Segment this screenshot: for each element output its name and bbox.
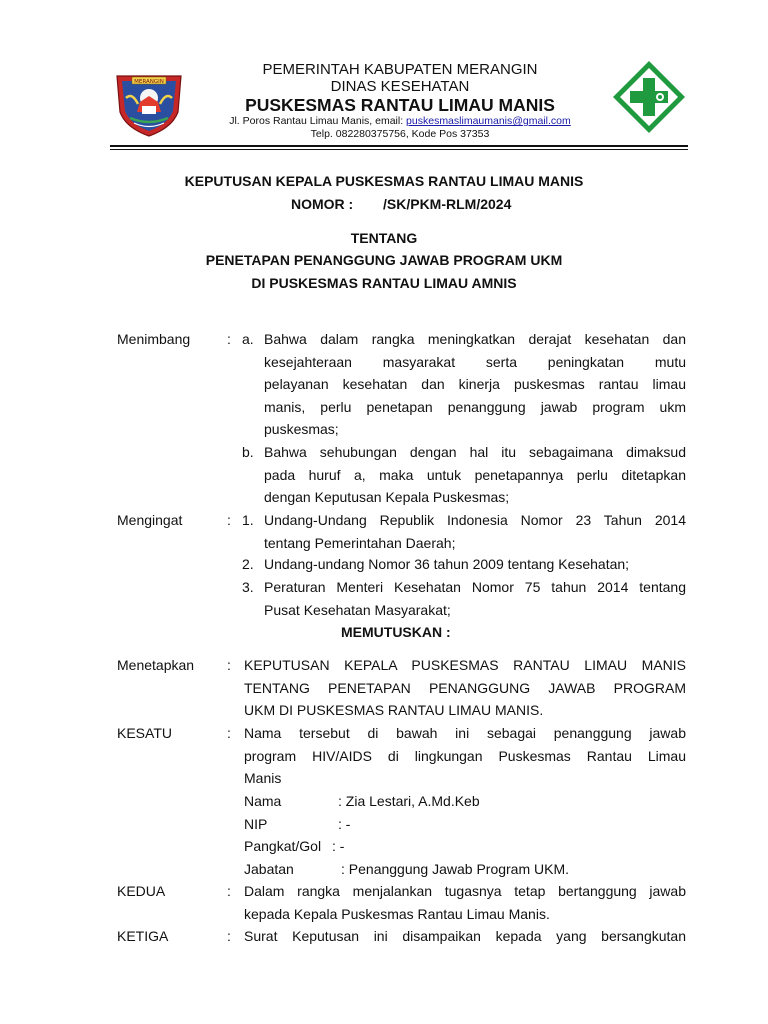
field-value-nip: : - (338, 816, 351, 832)
field-label-nip: NIP (244, 816, 268, 832)
mengingat-colon: : (227, 512, 231, 528)
header-department: DINAS KESEHATAN (330, 78, 470, 95)
kedua-text (244, 880, 686, 925)
section-label-kedua: KEDUA (117, 883, 166, 899)
mengingat-1-line: Undang-Undang Republik Indonesia Nomor 23 Tahun 2014 (264, 512, 686, 528)
kesatu-colon: : (227, 725, 231, 741)
item-marker-2: 2. (242, 556, 254, 572)
item-marker-b: b. (242, 444, 254, 460)
section-label-menetapkan: Menetapkan (117, 657, 195, 673)
menetapkan-line: TENTANG PENETAPAN PENANGGUNG JAWAB PROGRAM (244, 679, 686, 696)
letterhead (190, 62, 610, 140)
ketiga-text (244, 925, 686, 948)
field-label-nama: Nama (244, 793, 282, 809)
menetapkan-text (244, 654, 686, 722)
item-marker-a: a. (242, 331, 254, 347)
section-label-ketiga: KETIGA (117, 928, 169, 944)
mengingat-3-line: Peraturan Menteri Kesehatan Nomor 75 tahun 2014 tentang (264, 579, 686, 595)
field-label-jabatan: Jabatan (244, 861, 294, 877)
menimbang-colon: : (227, 331, 231, 347)
field-value-jabatan: : Penanggung Jawab Program UKM. (341, 861, 570, 877)
tentang-heading: TENTANG (350, 230, 418, 246)
memutuskan-heading: MEMUTUSKAN : (341, 624, 451, 640)
crest-text: MERANGIN (134, 79, 164, 85)
email-link[interactable]: puskesmaslimaumanis@gmail.com (406, 115, 571, 127)
menimbang-b-line: pada huruf a, maka untuk penetapannya perlu ditetapkan (264, 466, 686, 483)
header-divider-thin (110, 149, 688, 150)
header-address (190, 115, 610, 128)
kedua-line: Dalam rangka menjalankan tugasnya tetap bertanggung jawab (244, 883, 686, 899)
menetapkan-colon: : (227, 657, 231, 673)
mengingat-3-line: Pusat Kesehatan Masyarakat; (264, 601, 451, 618)
menimbang-a-line: manis, perlu penetapan penanggung jawab program ukm (264, 398, 686, 415)
section-label-mengingat: Mengingat (117, 512, 183, 528)
mengingat-2-line: Undang-undang Nomor 36 tahun 2009 tentang Kesehatan; (264, 556, 630, 572)
subject-line-2: DI PUSKESMAS RANTAU LIMAU AMNIS (251, 275, 517, 291)
field-label-pangkat: Pangkat/Gol (244, 838, 322, 854)
header-institution: PUSKESMAS RANTAU LIMAU MANIS (245, 95, 555, 115)
menimbang-b-line: Bahwa sehubungan dengan hal itu sebagaimana dimaksud (264, 444, 686, 460)
menimbang-a (264, 328, 686, 441)
address-text: Jl. Poros Rantau Limau Manis, email: (229, 115, 407, 127)
menimbang-a-line: puskesmas; (264, 421, 339, 437)
menimbang-a-line: Bahwa dalam rangka meningkatkan derajat kesehatan dan (264, 331, 686, 347)
nomor-label: NOMOR : (291, 196, 354, 212)
menetapkan-line: KEPUTUSAN KEPALA PUSKESMAS RANTAU LIMAU MANIS (244, 657, 686, 673)
kedua-colon: : (227, 883, 231, 899)
kedua-line: kepada Kepala Puskesmas Rantau Limau Manis. (244, 905, 550, 922)
header-government: PEMERINTAH KABUPATEN MERANGIN (262, 61, 538, 78)
item-marker-3: 3. (242, 579, 254, 595)
nomor-value: /SK/PKM-RLM/2024 (383, 196, 512, 212)
kesatu-text (244, 722, 686, 790)
kesatu-line: Manis (244, 770, 282, 786)
section-label-kesatu: KESATU (117, 725, 172, 741)
mengingat-1-line: tentang Pemerintahan Daerah; (264, 534, 456, 551)
menimbang-a-line: kesejahteraan masyarakat serta peningkatan mutu (264, 353, 686, 370)
ketiga-line: Surat Keputusan ini disampaikan kepada yang bersangkutan (244, 928, 686, 944)
mengingat-2 (264, 553, 686, 576)
decree-title: KEPUTUSAN KEPALA PUSKESMAS RANTAU LIMAU MANIS (184, 173, 584, 189)
header-divider-thick (110, 145, 688, 147)
ketiga-colon: : (227, 928, 231, 944)
item-marker-1: 1. (242, 512, 254, 528)
kesatu-line: Nama tersebut di bawah ini sebagai penanggung jawab (244, 725, 686, 741)
menimbang-b-line: dengan Keputusan Kepala Puskesmas; (264, 489, 510, 505)
puskesmas-logo (610, 58, 688, 136)
menimbang-a-line: pelayanan kesehatan dan kinerja puskesmas rantau limau (264, 376, 686, 392)
kesatu-line: program HIV/AIDS di lingkungan Puskesmas Rantau Limau (244, 747, 686, 764)
mengingat-3 (264, 576, 686, 621)
mengingat-1 (264, 509, 686, 554)
menimbang-b (264, 441, 686, 509)
field-value-nama: : Zia Lestari, A.Md.Keb (338, 793, 480, 809)
field-value-pangkat: : - (332, 838, 345, 854)
subject-line-1: PENETAPAN PENANGGUNG JAWAB PROGRAM UKM (205, 252, 563, 268)
merangin-crest-logo (112, 68, 186, 138)
menetapkan-line: UKM DI PUSKESMAS RANTAU LIMAU MANIS. (244, 702, 544, 718)
section-label-menimbang: Menimbang (117, 331, 191, 347)
header-contact: Telp. 082280375756, Kode Pos 37353 (310, 128, 490, 140)
